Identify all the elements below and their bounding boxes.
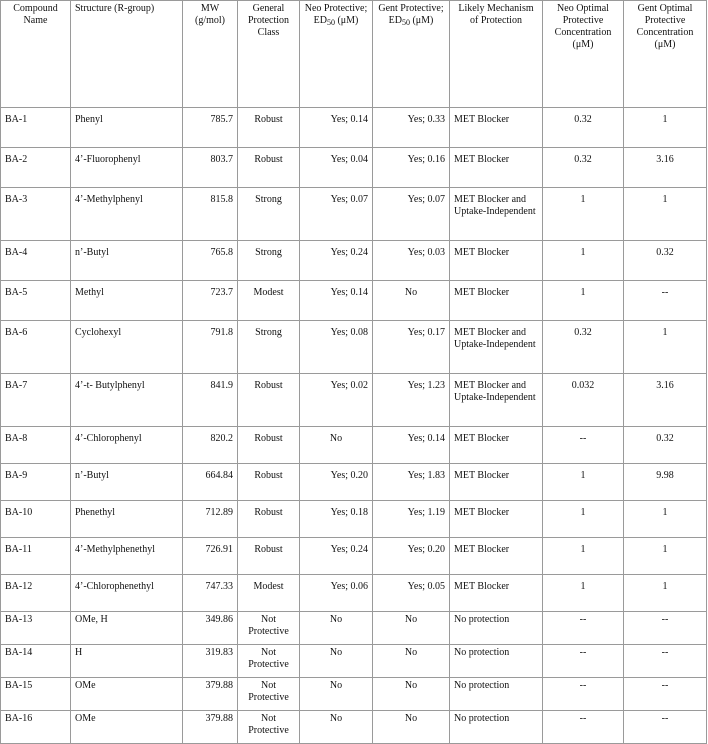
cell-mechanism: No protection	[450, 612, 543, 645]
cell-mw: 841.9	[183, 374, 238, 427]
cell-neo-opt: 0.32	[543, 148, 624, 188]
cell-compound: BA-5	[1, 281, 71, 321]
cell-structure: OMe, H	[71, 612, 183, 645]
cell-neo-opt: 0.032	[543, 374, 624, 427]
cell-gent: No	[373, 612, 450, 645]
table-row	[1, 711, 707, 744]
cell-mw: 785.7	[183, 108, 238, 148]
cell-compound: BA-11	[1, 538, 71, 575]
header-gent-opt: Gent Optimal Protective Concentration (μM)	[624, 1, 707, 108]
cell-gent-opt: 1	[624, 188, 707, 241]
table-row	[1, 241, 707, 281]
cell-neo: Yes; 0.06	[300, 575, 373, 612]
cell-neo: Yes; 0.14	[300, 108, 373, 148]
cell-neo: No	[300, 678, 373, 711]
cell-mw: 712.89	[183, 501, 238, 538]
cell-class: Robust	[238, 538, 300, 575]
cell-neo-opt: --	[543, 711, 624, 744]
header-class: General Protection Class	[238, 1, 300, 108]
table-row	[1, 645, 707, 678]
cell-compound: BA-1	[1, 108, 71, 148]
cell-mw: 803.7	[183, 148, 238, 188]
cell-class: Not Protective	[238, 612, 300, 645]
header-neo-opt: Neo Optimal Protective Concentration (μM)	[543, 1, 624, 108]
cell-compound: BA-9	[1, 464, 71, 501]
cell-class: Not Protective	[238, 645, 300, 678]
cell-neo-opt: 1	[543, 464, 624, 501]
cell-class: Robust	[238, 108, 300, 148]
table-row	[1, 148, 707, 188]
cell-mw: 820.2	[183, 427, 238, 464]
cell-class: Modest	[238, 281, 300, 321]
cell-gent-opt: 3.16	[624, 148, 707, 188]
cell-compound: BA-12	[1, 575, 71, 612]
cell-gent-opt: 1	[624, 108, 707, 148]
cell-neo: Yes; 0.18	[300, 501, 373, 538]
cell-mechanism: MET Blocker	[450, 281, 543, 321]
cell-gent-opt: 1	[624, 321, 707, 374]
cell-gent: Yes; 1.83	[373, 464, 450, 501]
cell-structure: Phenethyl	[71, 501, 183, 538]
cell-class: Robust	[238, 464, 300, 501]
cell-class: Strong	[238, 321, 300, 374]
cell-mechanism: No protection	[450, 645, 543, 678]
table-row	[1, 464, 707, 501]
cell-compound: BA-10	[1, 501, 71, 538]
header-structure: Structure (R-group)	[71, 1, 183, 108]
cell-gent-opt: 1	[624, 501, 707, 538]
cell-structure: Phenyl	[71, 108, 183, 148]
header-compound: Compound Name	[1, 1, 71, 108]
cell-mw: 664.84	[183, 464, 238, 501]
cell-mw: 319.83	[183, 645, 238, 678]
table-row	[1, 678, 707, 711]
cell-neo-opt: 1	[543, 241, 624, 281]
cell-mechanism: No protection	[450, 678, 543, 711]
cell-compound: BA-13	[1, 612, 71, 645]
cell-neo: Yes; 0.04	[300, 148, 373, 188]
cell-neo: Yes; 0.07	[300, 188, 373, 241]
cell-structure: OMe	[71, 711, 183, 744]
table-row	[1, 427, 707, 464]
cell-neo: No	[300, 645, 373, 678]
cell-gent-opt: 1	[624, 575, 707, 612]
cell-neo: No	[300, 711, 373, 744]
cell-mechanism: MET Blocker	[450, 241, 543, 281]
cell-compound: BA-14	[1, 645, 71, 678]
cell-class: Strong	[238, 241, 300, 281]
cell-gent-opt: 0.32	[624, 241, 707, 281]
cell-structure: OMe	[71, 678, 183, 711]
cell-gent: Yes; 0.17	[373, 321, 450, 374]
cell-neo: Yes; 0.24	[300, 538, 373, 575]
cell-gent: Yes; 0.16	[373, 148, 450, 188]
cell-mw: 765.8	[183, 241, 238, 281]
cell-compound: BA-2	[1, 148, 71, 188]
table-row	[1, 612, 707, 645]
cell-gent-opt: --	[624, 281, 707, 321]
cell-gent: No	[373, 645, 450, 678]
cell-gent: Yes; 0.20	[373, 538, 450, 575]
cell-structure: 4’-Methylphenyl	[71, 188, 183, 241]
cell-mechanism: MET Blocker	[450, 501, 543, 538]
cell-gent-opt: --	[624, 711, 707, 744]
cell-class: Not Protective	[238, 678, 300, 711]
cell-structure: Cyclohexyl	[71, 321, 183, 374]
cell-mechanism: No protection	[450, 711, 543, 744]
cell-neo-opt: --	[543, 645, 624, 678]
cell-gent-opt: 3.16	[624, 374, 707, 427]
cell-neo-opt: 0.32	[543, 321, 624, 374]
cell-structure: n’-Butyl	[71, 241, 183, 281]
cell-class: Not Protective	[238, 711, 300, 744]
cell-neo-opt: --	[543, 427, 624, 464]
cell-class: Robust	[238, 374, 300, 427]
table-row	[1, 374, 707, 427]
cell-gent-opt: --	[624, 645, 707, 678]
cell-compound: BA-8	[1, 427, 71, 464]
table-row	[1, 575, 707, 612]
cell-class: Strong	[238, 188, 300, 241]
header-neo: Neo Protective; $ED_{50}$ (μM)	[300, 1, 373, 108]
cell-gent: No	[373, 678, 450, 711]
cell-gent: Yes; 0.14	[373, 427, 450, 464]
cell-mw: 791.8	[183, 321, 238, 374]
cell-mw: 726.91	[183, 538, 238, 575]
cell-mechanism: MET Blocker and Uptake-Independent	[450, 188, 543, 241]
cell-mechanism: MET Blocker and Uptake-Independent	[450, 321, 543, 374]
cell-class: Modest	[238, 575, 300, 612]
cell-gent-opt: --	[624, 612, 707, 645]
cell-gent-opt: 0.32	[624, 427, 707, 464]
cell-structure: 4’-Methylphenethyl	[71, 538, 183, 575]
cell-compound: BA-3	[1, 188, 71, 241]
cell-mw: 379.88	[183, 678, 238, 711]
cell-neo: No	[300, 612, 373, 645]
cell-gent: Yes; 0.03	[373, 241, 450, 281]
table-row	[1, 188, 707, 241]
cell-gent: Yes; 1.19	[373, 501, 450, 538]
ed50-subscript: 50	[401, 18, 410, 27]
cell-gent-opt: --	[624, 678, 707, 711]
cell-mw: 747.33	[183, 575, 238, 612]
header-row	[1, 1, 707, 108]
cell-mw: 379.88	[183, 711, 238, 744]
cell-neo-opt: 0.32	[543, 108, 624, 148]
cell-neo-opt: 1	[543, 538, 624, 575]
cell-mw: 723.7	[183, 281, 238, 321]
cell-gent: Yes; 0.33	[373, 108, 450, 148]
header-mw: MW (g/mol)	[183, 1, 238, 108]
table-row	[1, 281, 707, 321]
ed50-subscript: 50	[326, 18, 335, 27]
cell-neo: Yes; 0.14	[300, 281, 373, 321]
cell-neo-opt: --	[543, 678, 624, 711]
cell-structure: 4’-Chlorophenyl	[71, 427, 183, 464]
cell-neo: Yes; 0.08	[300, 321, 373, 374]
cell-neo-opt: 1	[543, 575, 624, 612]
cell-compound: BA-15	[1, 678, 71, 711]
cell-mechanism: MET Blocker	[450, 464, 543, 501]
cell-neo: Yes; 0.24	[300, 241, 373, 281]
cell-gent-opt: 9.98	[624, 464, 707, 501]
header-gent: Gent Protective; $ED_{50}$ (μM)	[373, 1, 450, 108]
cell-mechanism: MET Blocker	[450, 148, 543, 188]
cell-neo-opt: 1	[543, 188, 624, 241]
cell-class: Robust	[238, 148, 300, 188]
table-row	[1, 538, 707, 575]
cell-neo: No	[300, 427, 373, 464]
cell-class: Robust	[238, 427, 300, 464]
cell-gent: Yes; 1.23	[373, 374, 450, 427]
header-mechanism: Likely Mechanism of Protection	[450, 1, 543, 108]
cell-class: Robust	[238, 501, 300, 538]
cell-gent-opt: 1	[624, 538, 707, 575]
cell-gent: No	[373, 281, 450, 321]
cell-mechanism: MET Blocker	[450, 575, 543, 612]
cell-mw: 815.8	[183, 188, 238, 241]
cell-structure: Methyl	[71, 281, 183, 321]
cell-gent: Yes; 0.07	[373, 188, 450, 241]
cell-mechanism: MET Blocker	[450, 108, 543, 148]
cell-neo-opt: 1	[543, 501, 624, 538]
cell-mechanism: MET Blocker	[450, 538, 543, 575]
cell-neo-opt: --	[543, 612, 624, 645]
cell-gent: Yes; 0.05	[373, 575, 450, 612]
cell-mechanism: MET Blocker and Uptake-Independent	[450, 374, 543, 427]
cell-structure: n’-Butyl	[71, 464, 183, 501]
cell-compound: BA-6	[1, 321, 71, 374]
cell-structure: H	[71, 645, 183, 678]
cell-compound: BA-4	[1, 241, 71, 281]
cell-compound: BA-7	[1, 374, 71, 427]
cell-neo: Yes; 0.02	[300, 374, 373, 427]
table-row	[1, 501, 707, 538]
table-row	[1, 321, 707, 374]
cell-structure: 4’-Fluorophenyl	[71, 148, 183, 188]
cell-structure: 4’-Chlorophenethyl	[71, 575, 183, 612]
cell-mechanism: MET Blocker	[450, 427, 543, 464]
table-row	[1, 108, 707, 148]
cell-gent: No	[373, 711, 450, 744]
cell-neo: Yes; 0.20	[300, 464, 373, 501]
cell-compound: BA-16	[1, 711, 71, 744]
cell-mw: 349.86	[183, 612, 238, 645]
cell-neo-opt: 1	[543, 281, 624, 321]
cell-structure: 4’-t- Butylphenyl	[71, 374, 183, 427]
